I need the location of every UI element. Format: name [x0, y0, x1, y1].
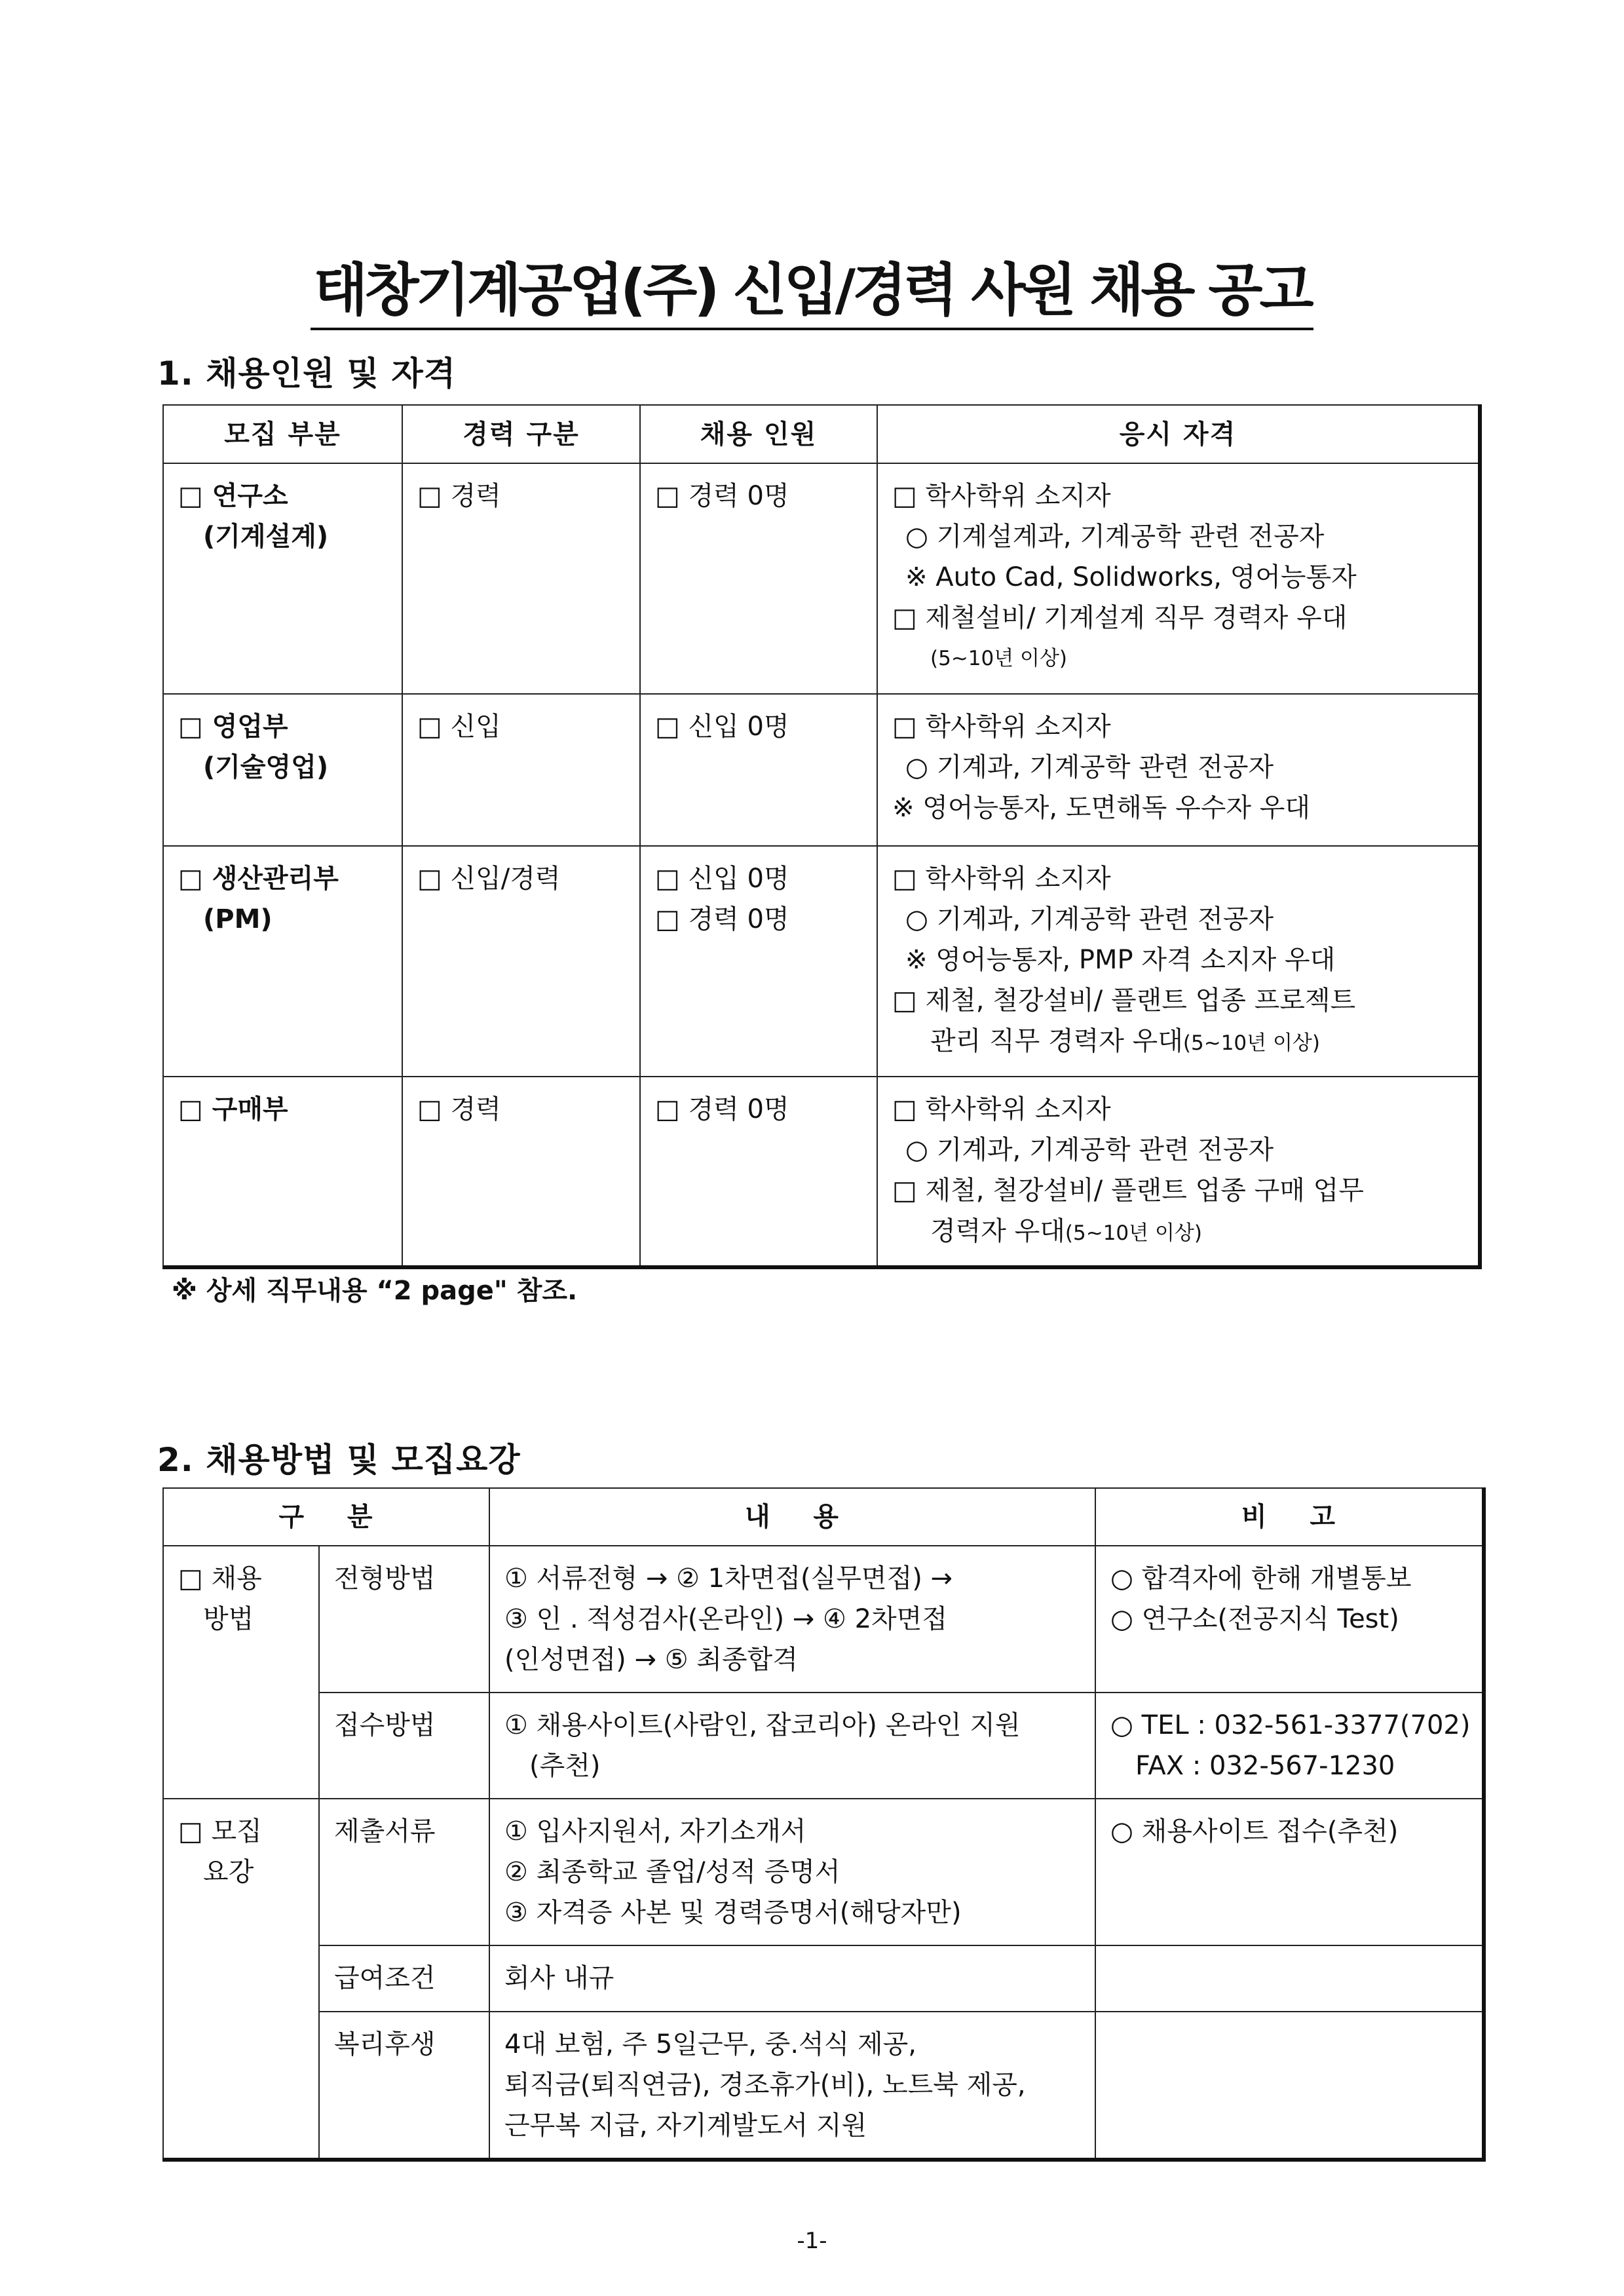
content-cell: [489, 2012, 1095, 2160]
item-label: 복리후생: [334, 2029, 436, 2059]
method-row: [163, 1546, 1484, 1693]
headcount: □ 신입 0명: [655, 712, 789, 742]
method-row: [163, 1693, 1484, 1799]
header-qualification: 응시 자격: [877, 405, 1480, 463]
qualification-text: 관리 직무 경력자 우대: [930, 1026, 1183, 1056]
group-label: □ 채용: [178, 1563, 262, 1594]
remark-line: FAX : 032-567-1230: [1135, 1751, 1395, 1781]
dept-cell: [163, 694, 402, 846]
dept-cell: [163, 1077, 402, 1267]
content-line: ① 서류전형 → ② 1차면접(실무면접) →: [504, 1563, 953, 1594]
headcount: □ 신입 0명: [655, 864, 789, 894]
qualification-line: [892, 598, 1463, 638]
qualification-cell: [877, 694, 1480, 846]
career-type-cell: [402, 1077, 640, 1267]
qualification-text: ※ 영어능통자, 도면해독 우수자 우대: [892, 793, 1311, 823]
qualification-line: [892, 1211, 1463, 1253]
section-1-heading: 1. 채용인원 및 자격: [157, 354, 457, 392]
detail-note: ※ 상세 직무내용 “2 page" 참조.: [172, 1276, 578, 1306]
method-row: [163, 2012, 1484, 2160]
qualification-text: ○ 기계과, 기계공학 관련 전공자: [905, 1135, 1274, 1165]
headcount-cell: [640, 846, 877, 1077]
content-line: 4대 보험, 주 5일근무, 중.석식 제공,: [504, 2029, 917, 2059]
remark-line: ○ TEL : 032-561-3377(702): [1110, 1710, 1471, 1740]
qualification-cell: [877, 463, 1480, 694]
dept-cell: [163, 463, 402, 694]
qualification-text: □ 제철, 철강설비/ 플랜트 업종 구매 업무: [892, 1176, 1364, 1206]
headcount-cell: [640, 463, 877, 694]
qualification-text: □ 학사학위 소지자: [892, 481, 1111, 511]
qualification-text: 경력자 우대: [930, 1216, 1065, 1246]
item-cell: [319, 1945, 489, 2012]
qualification-cell: [877, 846, 1480, 1077]
content-line: (인성면접) → ⑤ 최종합격: [504, 1645, 798, 1675]
group-label: 방법: [203, 1604, 254, 1634]
qualification-line: [892, 706, 1463, 747]
header-dept: 모집 부분: [163, 405, 402, 463]
qualification-line: [892, 1021, 1463, 1063]
career-type-cell: [402, 463, 640, 694]
item-cell: [319, 1546, 489, 1693]
item-label: 급여조건: [334, 1963, 436, 1993]
page-number: -1-: [797, 2228, 827, 2254]
qualification-line: [892, 1089, 1463, 1130]
career-type-cell: [402, 694, 640, 846]
recruitment-row: [163, 463, 1480, 694]
method-row: [163, 1945, 1484, 2012]
career-type: □ 신입/경력: [417, 864, 561, 894]
recruitment-row: [163, 846, 1480, 1077]
career-type-cell: [402, 846, 640, 1077]
dept-label: (기계설계): [203, 522, 329, 552]
section-2-heading: 2. 채용방법 및 모집요강: [157, 1441, 521, 1479]
qualification-cell: [877, 1077, 1480, 1267]
dept-label: □ 영업부: [178, 712, 288, 742]
qualification-suffix: (5~10년 이상): [1182, 1031, 1320, 1055]
dept-label: (기술영업): [203, 752, 329, 782]
method-table: [162, 1487, 1486, 2162]
remark-cell: [1095, 1693, 1484, 1799]
remark-cell: [1095, 1945, 1484, 2012]
career-type: □ 경력: [417, 1094, 501, 1124]
qualification-line: [892, 1130, 1463, 1170]
item-cell: [319, 1693, 489, 1799]
document-title: 태창기계공업(주) 신입/경력 사원 채용 공고: [311, 261, 1313, 330]
group-label-cell: [163, 1799, 319, 2160]
content-line: 회사 내규: [504, 1963, 614, 1993]
item-label: 접수방법: [334, 1710, 436, 1740]
dept-label: □ 구매부: [178, 1094, 288, 1124]
method-row: [163, 1799, 1484, 1945]
remark-cell: [1095, 2012, 1484, 2160]
qualification-line: [892, 638, 1463, 679]
qualification-text: ※ 영어능통자, PMP 자격 소지자 우대: [905, 945, 1336, 975]
content-line: ② 최종학교 졸업/성적 증명서: [504, 1857, 840, 1887]
item-label: 전형방법: [334, 1563, 436, 1594]
headcount-cell: [640, 694, 877, 846]
qualification-line: [892, 747, 1463, 788]
qualification-line: [892, 516, 1463, 557]
header-category: 구 분: [163, 1488, 489, 1546]
content-cell: [489, 1945, 1095, 2012]
content-cell: [489, 1546, 1095, 1693]
qualification-text: (5~10년 이상): [930, 647, 1068, 670]
qualification-line: [892, 940, 1463, 980]
qualification-text: □ 학사학위 소지자: [892, 1094, 1111, 1124]
recruitment-row: [163, 1077, 1480, 1267]
headcount: □ 경력 0명: [655, 481, 789, 511]
career-type: □ 신입: [417, 712, 501, 742]
content-line: ① 입사지원서, 자기소개서: [504, 1816, 806, 1846]
qualification-text: □ 제철설비/ 기계설계 직무 경력자 우대: [892, 603, 1348, 633]
content-line: 근무복 지급, 자기계발도서 지원: [504, 2111, 867, 2141]
content-cell: [489, 1693, 1095, 1799]
remark-cell: [1095, 1799, 1484, 1945]
qualification-line: [892, 899, 1463, 940]
qualification-line: [892, 980, 1463, 1021]
qualification-text: □ 제철, 철강설비/ 플랜트 업종 프로젝트: [892, 985, 1356, 1016]
qualification-text: □ 학사학위 소지자: [892, 864, 1111, 894]
dept-cell: [163, 846, 402, 1077]
item-label: 제출서류: [334, 1816, 436, 1846]
group-label: 요강: [203, 1857, 254, 1887]
remark-line: ○ 채용사이트 접수(추천): [1110, 1816, 1399, 1846]
dept-label: □ 연구소: [178, 481, 288, 511]
qualification-line: [892, 858, 1463, 899]
qualification-text: ○ 기계과, 기계공학 관련 전공자: [905, 752, 1274, 782]
content-cell: [489, 1799, 1095, 1945]
qualification-text: □ 학사학위 소지자: [892, 712, 1111, 742]
group-label-cell: [163, 1546, 319, 1799]
qualification-text: ○ 기계설계과, 기계공학 관련 전공자: [905, 522, 1325, 552]
item-cell: [319, 1799, 489, 1945]
content-line: (추천): [529, 1751, 601, 1781]
content-line: ③ 자격증 사본 및 경력증명서(해당자만): [504, 1898, 962, 1928]
group-label: □ 모집: [178, 1816, 262, 1846]
header-content: 내 용: [489, 1488, 1095, 1546]
recruitment-table: [162, 404, 1482, 1269]
career-type: □ 경력: [417, 481, 501, 511]
content-line: ③ 인 . 적성검사(온라인) → ④ 2차면접: [504, 1604, 947, 1634]
qualification-text: ○ 기계과, 기계공학 관련 전공자: [905, 904, 1274, 934]
method-table-header: [163, 1488, 1484, 1546]
qualification-line: [892, 557, 1463, 598]
qualification-line: [892, 1170, 1463, 1211]
content-line: 퇴직금(퇴직연금), 경조휴가(비), 노트북 제공,: [504, 2070, 1026, 2100]
headcount-cell: [640, 1077, 877, 1267]
qualification-line: [892, 788, 1463, 828]
qualification-line: [892, 476, 1463, 516]
recruitment-table-header: [163, 405, 1480, 463]
header-remark: 비 고: [1095, 1488, 1484, 1546]
header-headcount: 채용 인원: [640, 405, 877, 463]
headcount: □ 경력 0명: [655, 1094, 789, 1124]
dept-label: (PM): [203, 904, 273, 934]
item-cell: [319, 2012, 489, 2160]
headcount: □ 경력 0명: [655, 904, 789, 934]
remark-line: ○ 연구소(전공지식 Test): [1110, 1604, 1399, 1634]
recruitment-row: [163, 694, 1480, 846]
qualification-text: ※ Auto Cad, Solidworks, 영어능통자: [905, 562, 1357, 592]
dept-label: □ 생산관리부: [178, 864, 339, 894]
header-career-type: 경력 구분: [402, 405, 640, 463]
remark-line: ○ 합격자에 한해 개별통보: [1110, 1563, 1412, 1594]
qualification-suffix: (5~10년 이상): [1065, 1221, 1202, 1245]
remark-cell: [1095, 1546, 1484, 1693]
content-line: ① 채용사이트(사람인, 잡코리아) 온라인 지원: [504, 1710, 1021, 1740]
